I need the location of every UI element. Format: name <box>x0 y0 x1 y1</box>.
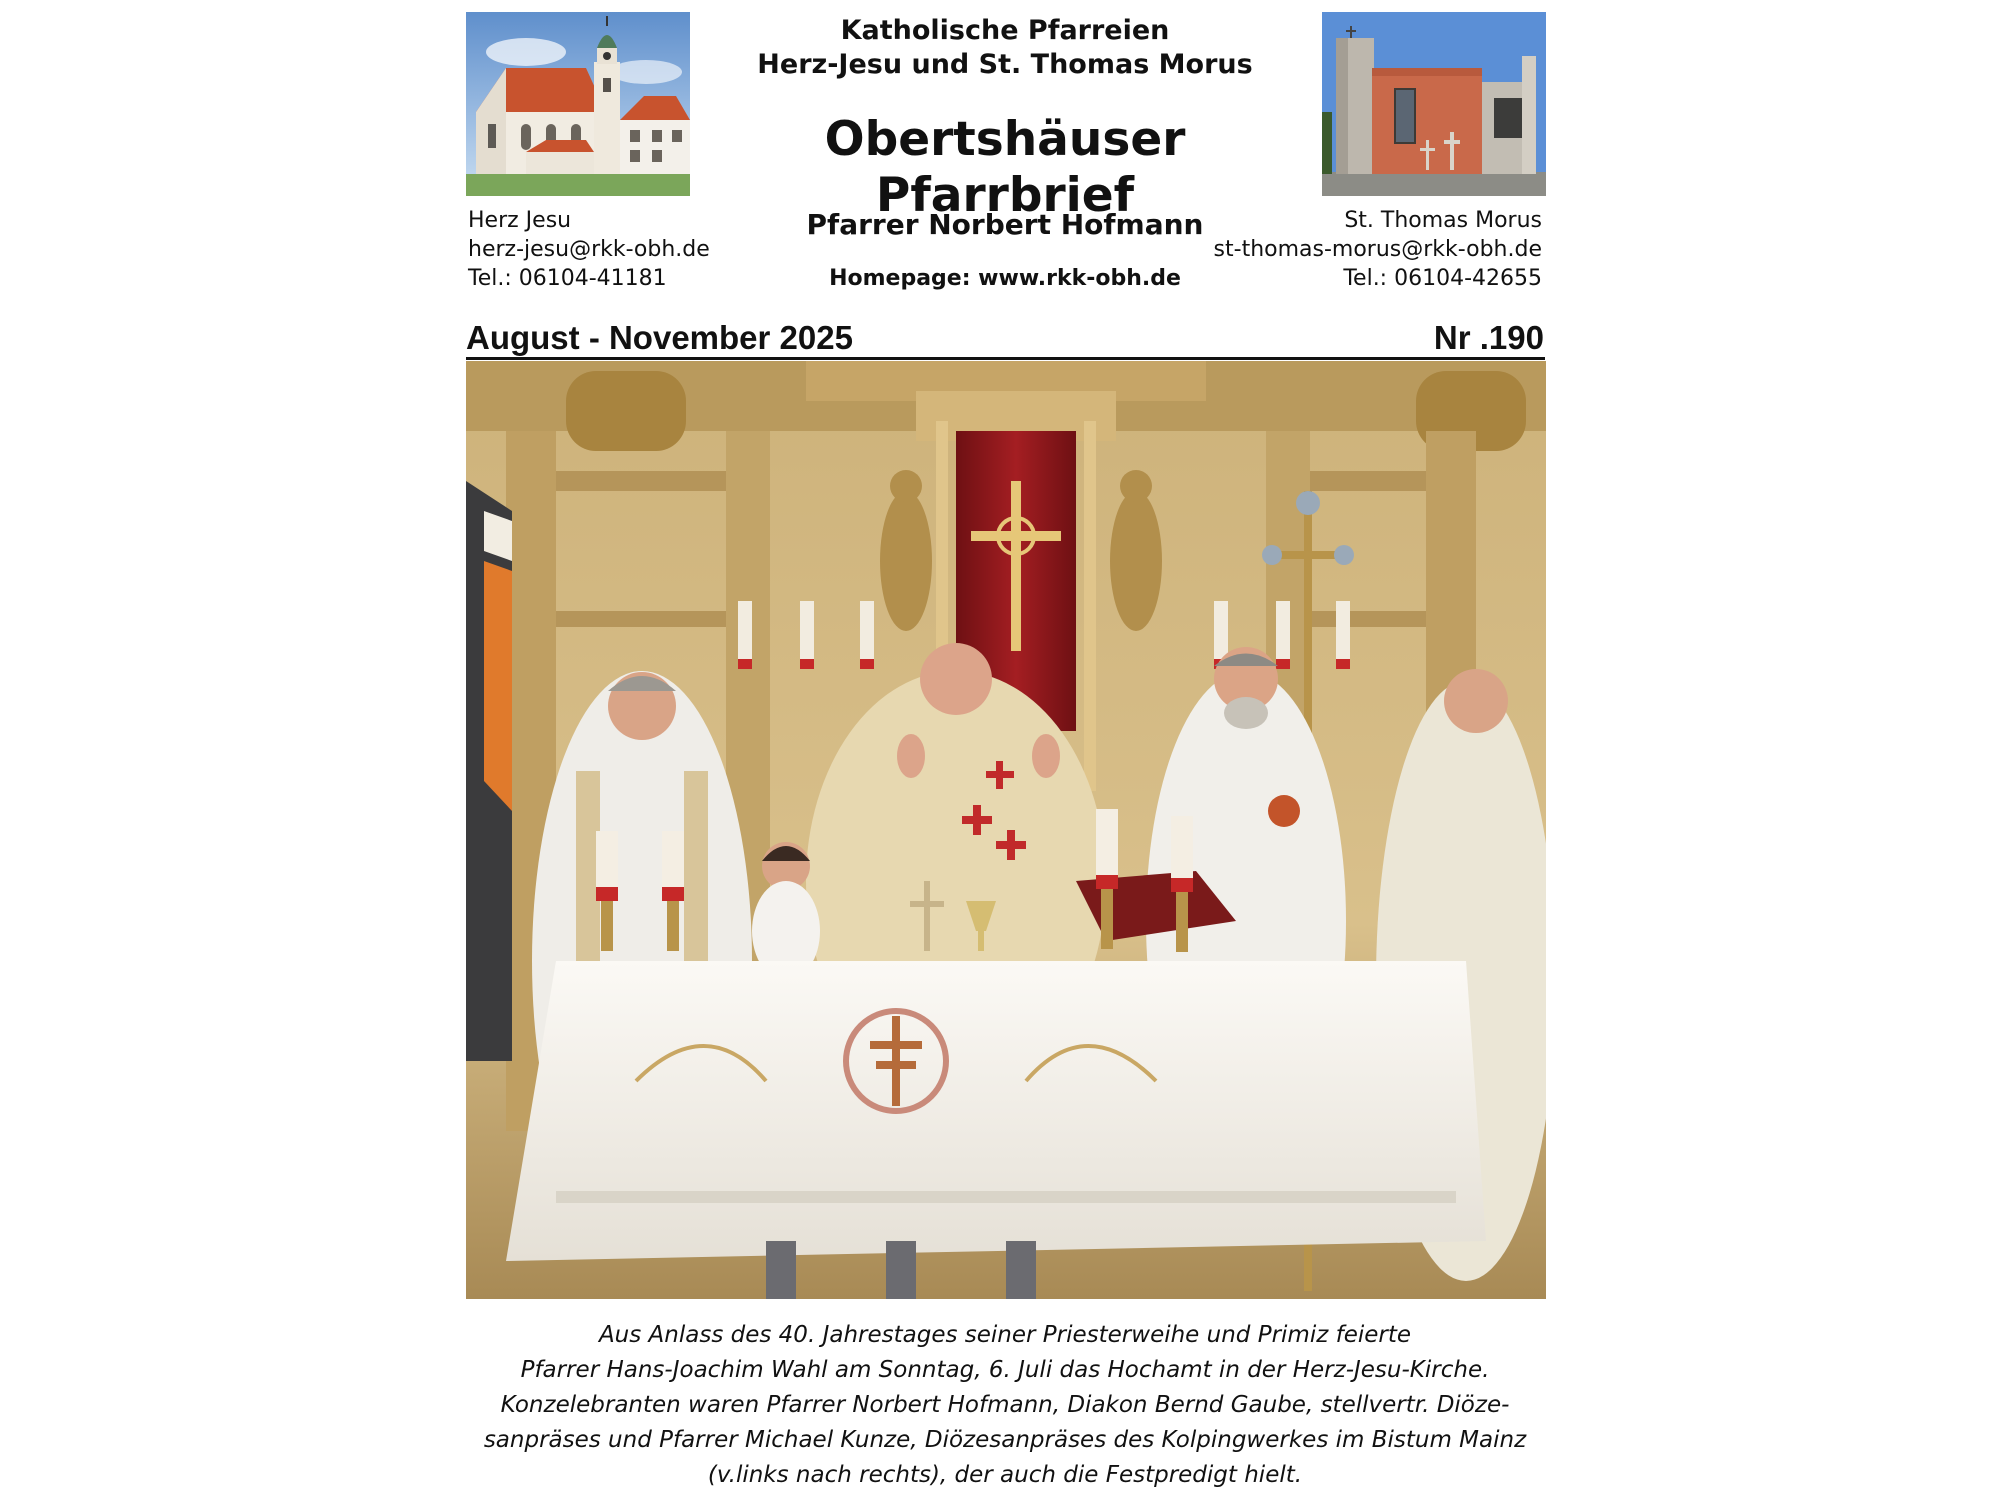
st-thomas-morus-church-photo <box>1322 12 1546 196</box>
photo-caption <box>440 1318 1570 1493</box>
left-parish-contact <box>468 206 768 293</box>
issue-number: Nr .190 <box>1433 319 1544 356</box>
header-line-1: Katholische Pfarreien <box>840 15 1170 46</box>
left-parish-name: Herz Jesu <box>468 208 572 233</box>
issue-period: August - November 2025 <box>466 319 853 356</box>
issue-divider <box>466 357 1545 360</box>
header-line-2: Herz-Jesu und St. Thomas Morus <box>757 49 1253 80</box>
right-parish-contact <box>1200 206 1542 293</box>
homepage-link[interactable]: Homepage: www.rkk-obh.de <box>829 266 1181 291</box>
main-mass-photo <box>466 361 1546 1299</box>
caption-line: Aus Anlass des 40. Jahrestages seiner Priesterweihe und Primiz feierte <box>598 1322 1412 1348</box>
right-parish-name: St. Thomas Morus <box>1344 208 1542 233</box>
caption-line: (v.links nach rechts), der auch die Festpredigt hielt. <box>707 1462 1303 1488</box>
herz-jesu-church-photo <box>466 12 690 196</box>
pastor-name: Pfarrer Norbert Hofmann <box>806 208 1204 241</box>
caption-line: Pfarrer Hans-Joachim Wahl am Sonntag, 6. Juli das Hochamt in der Herz-Jesu-Kirche. <box>520 1357 1490 1383</box>
left-parish-email[interactable]: herz-jesu@rkk-obh.de <box>468 237 710 262</box>
caption-line: Konzelebranten waren Pfarrer Norbert Hofmann, Diakon Bernd Gaube, stellvertr. Diöze- <box>500 1392 1510 1418</box>
right-parish-email[interactable]: st-thomas-morus@rkk-obh.de <box>1213 237 1542 262</box>
left-parish-phone: Tel.: 06104-41181 <box>468 266 667 291</box>
right-parish-phone: Tel.: 06104-42655 <box>1343 266 1542 291</box>
newsletter-title: Obertshäuser Pfarrbrief <box>824 112 1186 223</box>
caption-line: sanpräses und Pfarrer Michael Kunze, Diözesanpräses des Kolpingwerkes im Bistum Mainz <box>483 1427 1527 1453</box>
